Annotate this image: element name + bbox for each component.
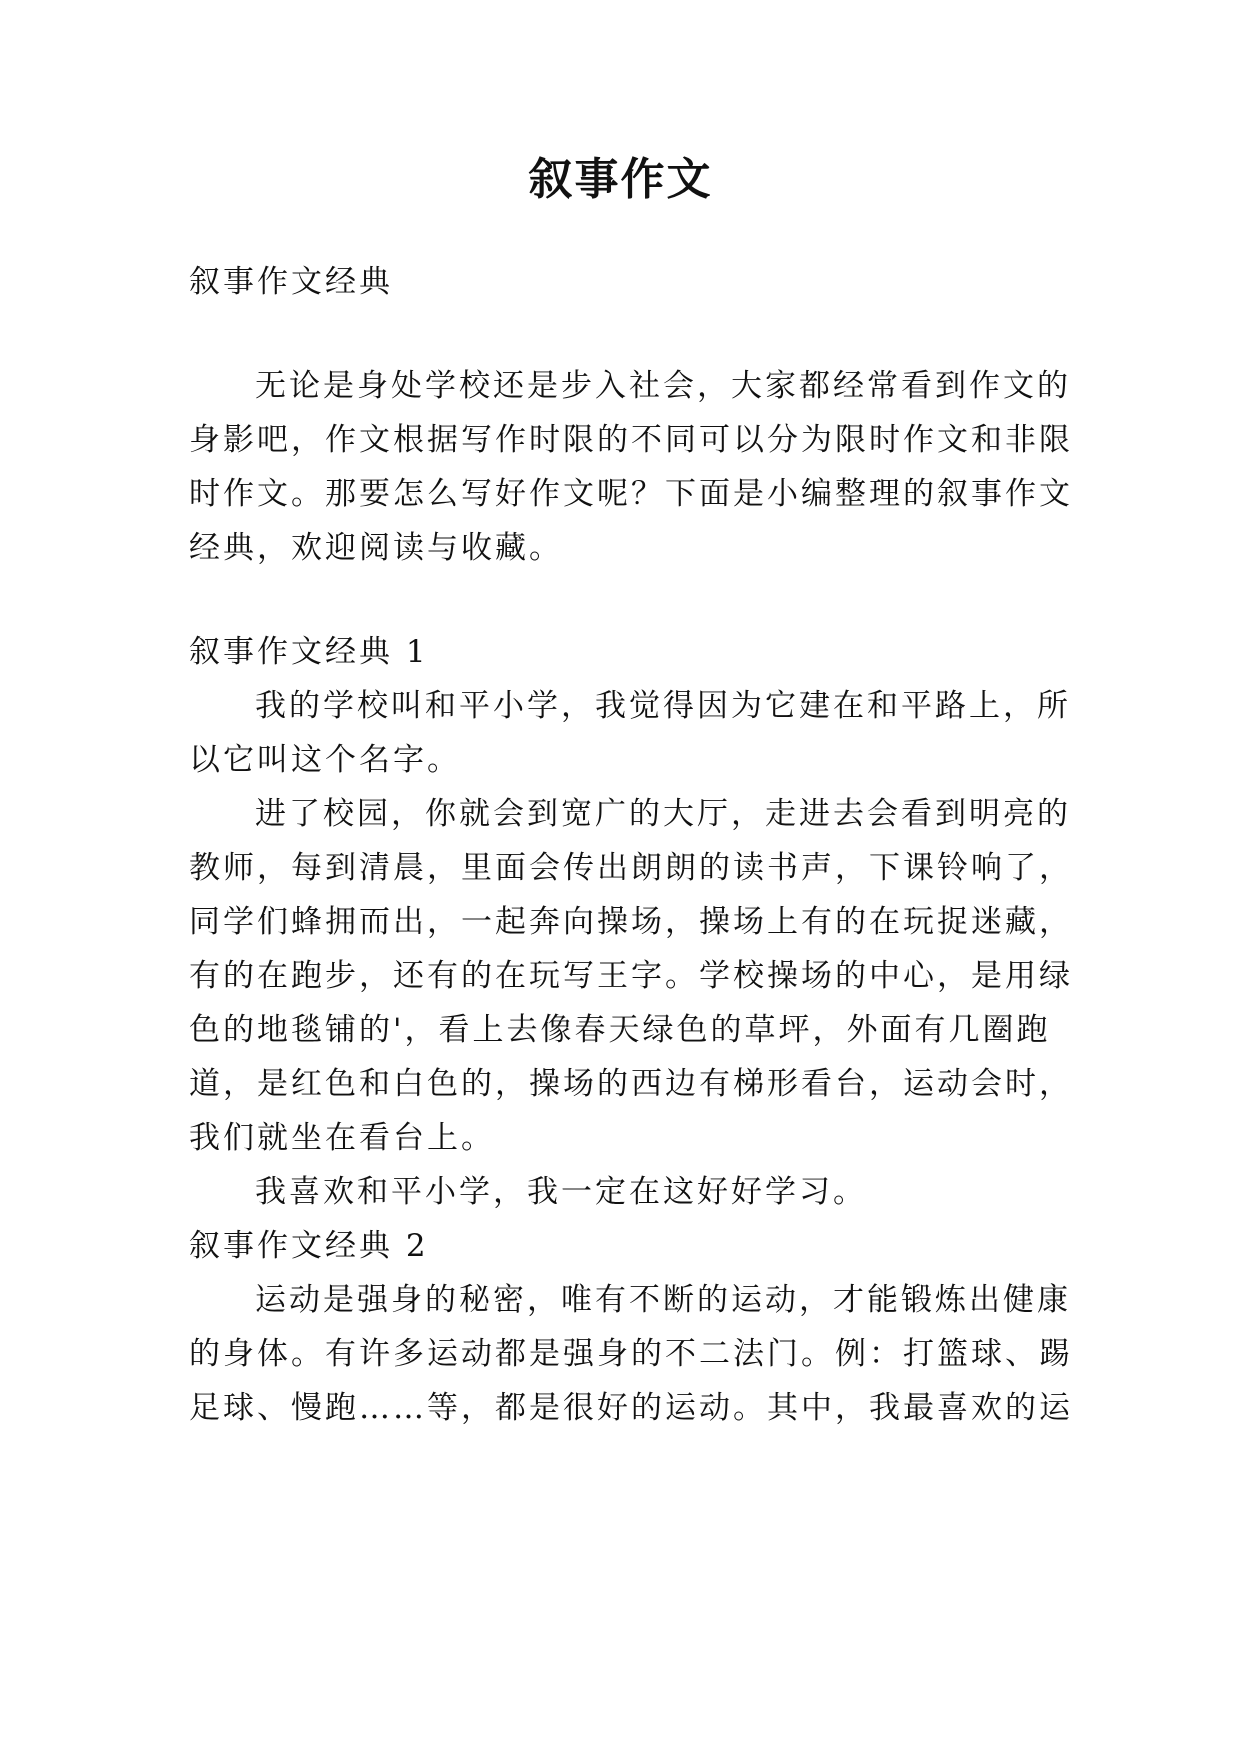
section-heading-main: 叙事作文经典 — [189, 264, 393, 300]
intro-line: 时作文。那要怎么写好作文呢？下面是小编整理的叙事作文 — [189, 476, 1073, 512]
section-heading-1: 叙事作文经典 1 — [189, 634, 429, 670]
paragraph-line: 教师，每到清晨，里面会传出朗朗的读书声，下课铃响了， — [189, 850, 1073, 886]
intro-line: 经典，欢迎阅读与收藏。 — [189, 530, 563, 566]
paragraph-line: 我喜欢和平小学，我一定在这好好学习。 — [255, 1174, 867, 1210]
paragraph-line: 色的地毯铺的'，看上去像春天绿色的草坪，外面有几圈跑 — [189, 1012, 1051, 1048]
page-title: 叙事作文 — [528, 154, 713, 205]
paragraph-line: 我的学校叫和平小学，我觉得因为它建在和平路上，所 — [255, 688, 1071, 724]
paragraph-line: 道，是红色和白色的，操场的西边有梯形看台，运动会时， — [189, 1066, 1073, 1102]
paragraph-line: 以它叫这个名字。 — [189, 742, 461, 778]
intro-line: 身影吧，作文根据写作时限的不同可以分为限时作文和非限 — [189, 422, 1073, 458]
paragraph-line: 的身体。有许多运动都是强身的不二法门。例：打篮球、踢 — [189, 1336, 1073, 1372]
paragraph-line: 同学们蜂拥而出，一起奔向操场，操场上有的在玩捉迷藏， — [189, 904, 1073, 940]
paragraph-line: 足球、慢跑……等，都是很好的运动。其中，我最喜欢的运 — [189, 1390, 1073, 1426]
section-heading-2: 叙事作文经典 2 — [189, 1228, 429, 1264]
paragraph-line: 我们就坐在看台上。 — [189, 1120, 495, 1156]
paragraph-line: 进了校园，你就会到宽广的大厅，走进去会看到明亮的 — [255, 796, 1071, 832]
intro-line: 无论是身处学校还是步入社会，大家都经常看到作文的 — [255, 368, 1071, 404]
paragraph-line: 运动是强身的秘密，唯有不断的运动，才能锻炼出健康 — [255, 1282, 1071, 1318]
paragraph-line: 有的在跑步，还有的在玩写王字。学校操场的中心，是用绿 — [189, 958, 1073, 994]
